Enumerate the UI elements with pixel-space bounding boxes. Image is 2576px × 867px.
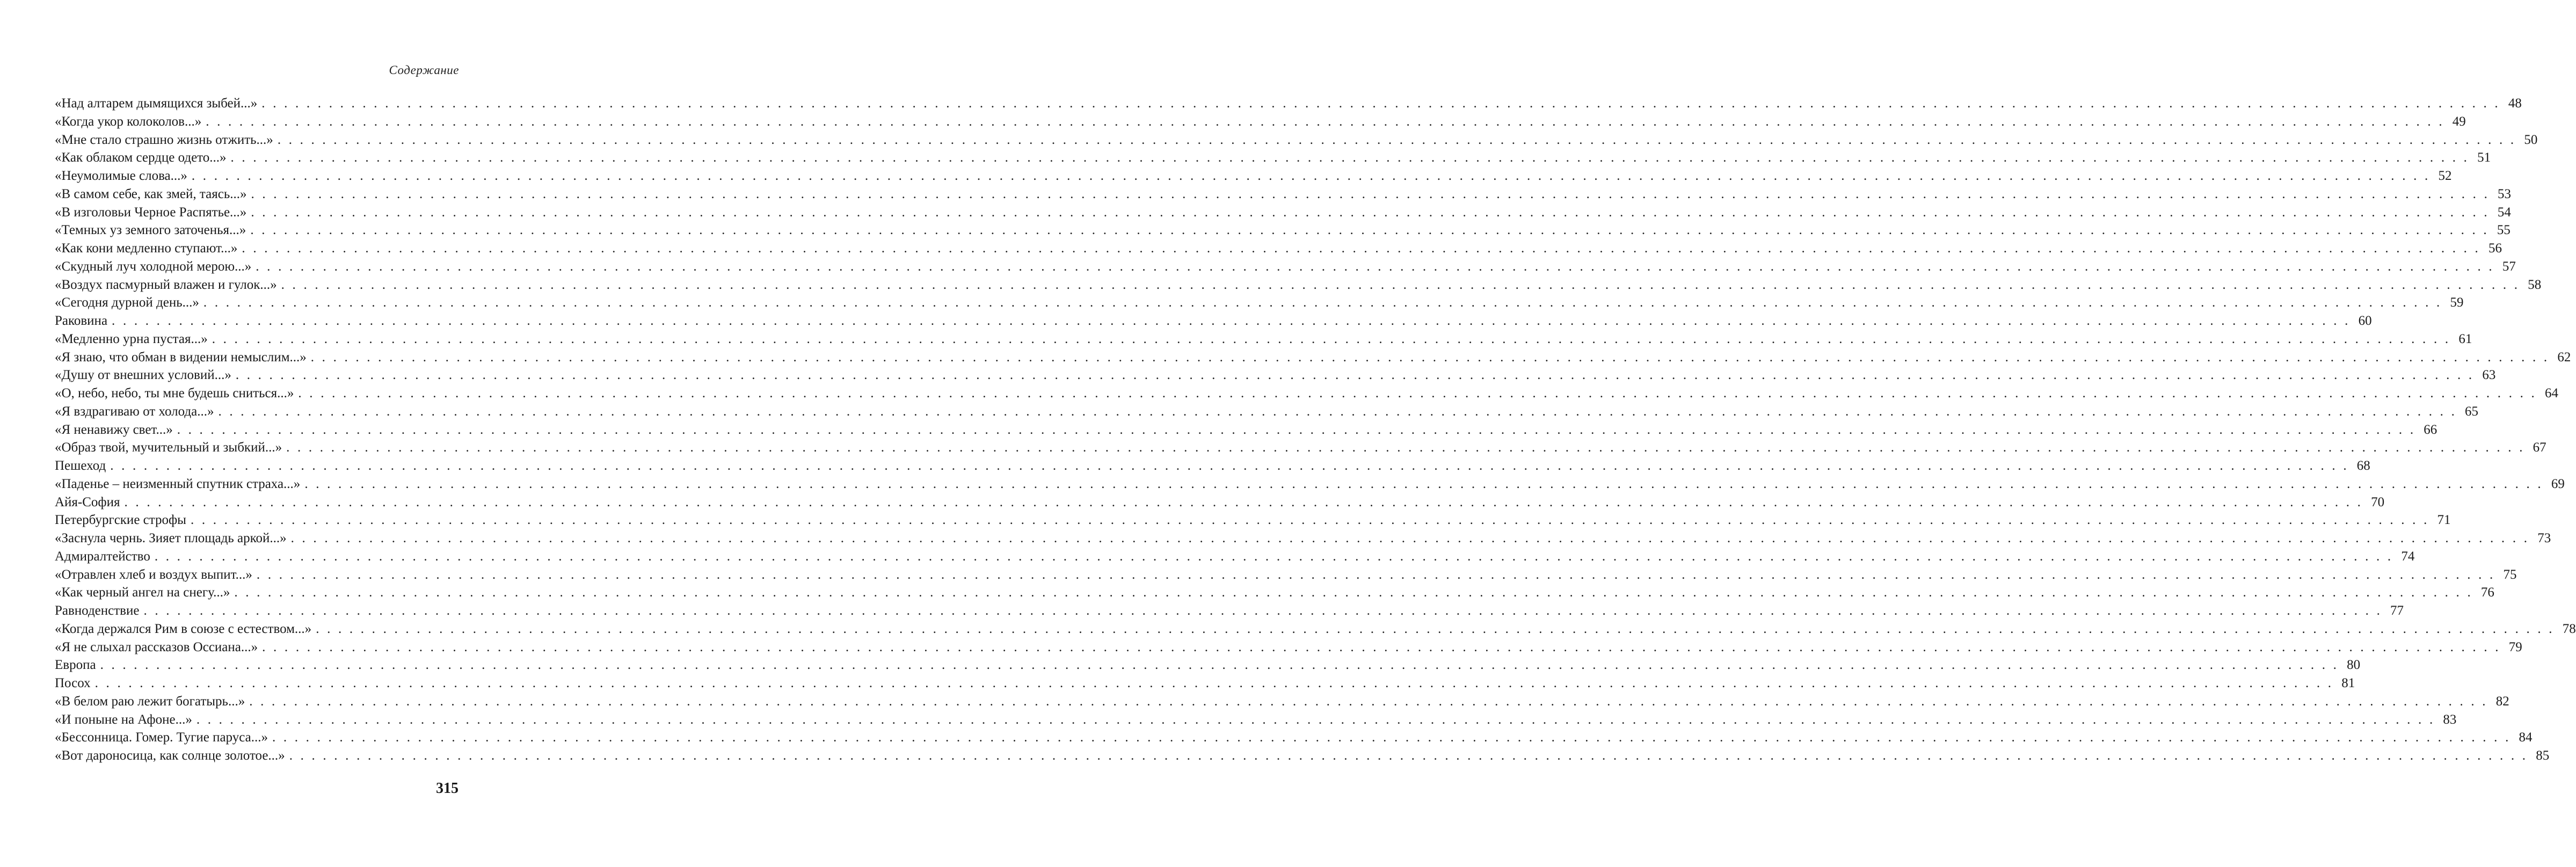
dot-leader: . . . . . . . . . . . . . . . . . . . . . . . . . . . . . . . . . . . . . . . . . . . . . . . . . . . . . . . . . . . . . . . . . . . . . . . . . . . . . . . . . . . . . . . . . . . . . . . . . . . . . . . . . . . . . . . . . . . . . . . . . . . . . . . . . . . . . . . . . . . . . . . . . . . . . . . . . . . . . . . . . . . . . . . . . . . . . . . . . . . . . . . . . . . . . . . . . . . . . . . . [251, 186, 2490, 201]
toc-entry-title: «Когда держался Рим в союзе с естеством...» [55, 621, 312, 636]
toc-entry-title: Посох [55, 676, 91, 690]
dot-leader: . . . . . . . . . . . . . . . . . . . . . . . . . . . . . . . . . . . . . . . . . . . . . . . . . . . . . . . . . . . . . . . . . . . . . . . . . . . . . . . . . . . . . . . . . . . . . . . . . . . . . . . . . . . . . . . . . . . . . . . . . . . . . . . . . . . . . . . . . . . . . . . . . . . . . . . . . . . . . . . . . . . . . . . . . . . . . . . . . . . . . . . . . . . . . . . . . . . . . . . . [272, 730, 2511, 745]
toc-entry [55, 602, 2404, 620]
dot-leader: . . . . . . . . . . . . . . . . . . . . . . . . . . . . . . . . . . . . . . . . . . . . . . . . . . . . . . . . . . . . . . . . . . . . . . . . . . . . . . . . . . . . . . . . . . . . . . . . . . . . . . . . . . . . . . . . . . . . . . . . . . . . . . . . . . . . . . . . . . . . . . . . . . . . . . . . . . . . . . . . . . . . . . . . . . . . . . . . . . . . . . . . . . . . . . . . . . . . . . . . [124, 494, 2363, 509]
toc-entry [55, 511, 2451, 529]
dot-leader: . . . . . . . . . . . . . . . . . . . . . . . . . . . . . . . . . . . . . . . . . . . . . . . . . . . . . . . . . . . . . . . . . . . . . . . . . . . . . . . . . . . . . . . . . . . . . . . . . . . . . . . . . . . . . . . . . . . . . . . . . . . . . . . . . . . . . . . . . . . . . . . . . . . . . . . . . . . . . . . . . . . . . . . . . . . . . . . . . . . . . . . . . . . . . . . . . . . . . . . . [234, 585, 2473, 600]
toc-entry-title: «Когда укор колоколов...» [55, 114, 202, 129]
dot-leader: . . . . . . . . . . . . . . . . . . . . . . . . . . . . . . . . . . . . . . . . . . . . . . . . . . . . . . . . . . . . . . . . . . . . . . . . . . . . . . . . . . . . . . . . . . . . . . . . . . . . . . . . . . . . . . . . . . . . . . . . . . . . . . . . . . . . . . . . . . . . . . . . . . . . . . . . . . . . . . . . . . . . . . . . . . . . . . . . . . . . . . . . . . . . . . . . . . . . . . . . [177, 422, 2416, 437]
dot-leader: . . . . . . . . . . . . . . . . . . . . . . . . . . . . . . . . . . . . . . . . . . . . . . . . . . . . . . . . . . . . . . . . . . . . . . . . . . . . . . . . . . . . . . . . . . . . . . . . . . . . . . . . . . . . . . . . . . . . . . . . . . . . . . . . . . . . . . . . . . . . . . . . . . . . . . . . . . . . . . . . . . . . . . . . . . . . . . . . . . . . . . . . . . . . . . . . . . . . . . . . [196, 712, 2435, 727]
toc-entry-page: 52 [2438, 169, 2452, 183]
toc-entry [55, 439, 2546, 457]
toc-entry [55, 421, 2437, 439]
dot-leader: . . . . . . . . . . . . . . . . . . . . . . . . . . . . . . . . . . . . . . . . . . . . . . . . . . . . . . . . . . . . . . . . . . . . . . . . . . . . . . . . . . . . . . . . . . . . . . . . . . . . . . . . . . . . . . . . . . . . . . . . . . . . . . . . . . . . . . . . . . . . . . . . . . . . . . . . . . . . . . . . . . . . . . . . . . . . . . . . . . . . . . . . . . . . . . . . . . . . . . . . [286, 440, 2525, 455]
toc-entry-page: 64 [2544, 386, 2558, 400]
toc-entry-page: 61 [2458, 331, 2472, 346]
toc-entry-page: 71 [2437, 513, 2451, 528]
dot-leader: . . . . . . . . . . . . . . . . . . . . . . . . . . . . . . . . . . . . . . . . . . . . . . . . . . . . . . . . . . . . . . . . . . . . . . . . . . . . . . . . . . . . . . . . . . . . . . . . . . . . . . . . . . . . . . . . . . . . . . . . . . . . . . . . . . . . . . . . . . . . . . . . . . . . . . . . . . . . . . . . . . . . . . . . . . . . . . . . . . . . . . . . . . . . . . . . . . . . . . . . [250, 223, 2489, 238]
toc-entry-page: 53 [2498, 186, 2512, 201]
toc-entry [55, 149, 2491, 167]
dot-leader: . . . . . . . . . . . . . . . . . . . . . . . . . . . . . . . . . . . . . . . . . . . . . . . . . . . . . . . . . . . . . . . . . . . . . . . . . . . . . . . . . . . . . . . . . . . . . . . . . . . . . . . . . . . . . . . . . . . . . . . . . . . . . . . . . . . . . . . . . . . . . . . . . . . . . . . . . . . . . . . . . . . . . . . . . . . . . . . . . . . . . . . . . . . . . . . . . . . . . . . . [143, 603, 2383, 618]
toc-entry [55, 674, 2355, 693]
toc-entry-title: «Я не слыхал рассказов Оссиана...» [55, 639, 258, 654]
dot-leader: . . . . . . . . . . . . . . . . . . . . . . . . . . . . . . . . . . . . . . . . . . . . . . . . . . . . . . . . . . . . . . . . . . . . . . . . . . . . . . . . . . . . . . . . . . . . . . . . . . . . . . . . . . . . . . . . . . . . . . . . . . . . . . . . . . . . . . . . . . . . . . . . . . . . . . . . . . . . . . . . . . . . . . . . . . . . . . . . . . . . . . . . . . . . . . . . . . . . . . . . [242, 241, 2480, 256]
toc-entry-page: 57 [2502, 259, 2516, 274]
toc-entry-page: 84 [2519, 730, 2533, 745]
toc-entry [55, 239, 2502, 258]
toc-entry-page: 58 [2528, 277, 2542, 292]
dot-leader: . . . . . . . . . . . . . . . . . . . . . . . . . . . . . . . . . . . . . . . . . . . . . . . . . . . . . . . . . . . . . . . . . . . . . . . . . . . . . . . . . . . . . . . . . . . . . . . . . . . . . . . . . . . . . . . . . . . . . . . . . . . . . . . . . . . . . . . . . . . . . . . . . . . . . . . . . . . . . . . . . . . . . . . . . . . . . . . . . . . . . . . . . . . . . . . . . . . . . . . . [316, 621, 2555, 636]
running-head: Содержание [389, 63, 459, 77]
toc-entry-title: «Сегодня дурной день...» [55, 295, 199, 310]
page-number: 315 [436, 780, 459, 797]
toc-entry-page: 51 [2477, 150, 2491, 165]
toc-entry [55, 638, 2522, 657]
toc-entry-page: 81 [2341, 676, 2355, 690]
toc-entry [55, 693, 2509, 711]
toc-entry-page: 80 [2347, 658, 2361, 673]
toc-entry [55, 312, 2372, 330]
dot-leader: . . . . . . . . . . . . . . . . . . . . . . . . . . . . . . . . . . . . . . . . . . . . . . . . . . . . . . . . . . . . . . . . . . . . . . . . . . . . . . . . . . . . . . . . . . . . . . . . . . . . . . . . . . . . . . . . . . . . . . . . . . . . . . . . . . . . . . . . . . . . . . . . . . . . . . . . . . . . . . . . . . . . . . . . . . . . . . . . . . . . . . . . . . . . . . . . . . . . . . . . [256, 259, 2494, 274]
toc-entry [55, 94, 2522, 113]
toc-entry [55, 620, 2576, 638]
toc-entry-title: «Заснула чернь. Зияет площадь аркой...» [55, 531, 287, 545]
toc-entry-title: «Медленно урна пустая...» [55, 331, 208, 346]
dot-leader: . . . . . . . . . . . . . . . . . . . . . . . . . . . . . . . . . . . . . . . . . . . . . . . . . . . . . . . . . . . . . . . . . . . . . . . . . . . . . . . . . . . . . . . . . . . . . . . . . . . . . . . . . . . . . . . . . . . . . . . . . . . . . . . . . . . . . . . . . . . . . . . . . . . . . . . . . . . . . . . . . . . . . . . . . . . . . . . . . . . . . . . . . . . . . . . . . . . . . . . . [281, 277, 2520, 292]
dot-leader: . . . . . . . . . . . . . . . . . . . . . . . . . . . . . . . . . . . . . . . . . . . . . . . . . . . . . . . . . . . . . . . . . . . . . . . . . . . . . . . . . . . . . . . . . . . . . . . . . . . . . . . . . . . . . . . . . . . . . . . . . . . . . . . . . . . . . . . . . . . . . . . . . . . . . . . . . . . . . . . . . . . . . . . . . . . . . . . . . . . . . . . . . . . . . . . . . . . . . . . . [251, 205, 2490, 220]
toc-entry-title: «Скудный луч холодной мерою...» [55, 259, 252, 274]
toc-entry-page: 82 [2495, 694, 2509, 709]
toc-entry-page: 59 [2450, 295, 2464, 310]
table-of-contents [55, 94, 2576, 765]
toc-entry-page: 48 [2508, 96, 2522, 111]
toc-entry-title: «Душу от внешних условий...» [55, 368, 231, 383]
toc-entry-page: 75 [2503, 567, 2517, 582]
toc-entry-page: 62 [2557, 349, 2571, 365]
toc-entry-title: «Отравлен хлеб и воздух выпит...» [55, 567, 252, 582]
toc-entry-page: 63 [2482, 368, 2496, 383]
dot-leader: . . . . . . . . . . . . . . . . . . . . . . . . . . . . . . . . . . . . . . . . . . . . . . . . . . . . . . . . . . . . . . . . . . . . . . . . . . . . . . . . . . . . . . . . . . . . . . . . . . . . . . . . . . . . . . . . . . . . . . . . . . . . . . . . . . . . . . . . . . . . . . . . . . . . . . . . . . . . . . . . . . . . . . . . . . . . . . . . . . . . . . . . . . . . . . . . . . . . . . . . [249, 694, 2488, 709]
toc-entry-title: Равноденствие [55, 603, 140, 618]
dot-leader: . . . . . . . . . . . . . . . . . . . . . . . . . . . . . . . . . . . . . . . . . . . . . . . . . . . . . . . . . . . . . . . . . . . . . . . . . . . . . . . . . . . . . . . . . . . . . . . . . . . . . . . . . . . . . . . . . . . . . . . . . . . . . . . . . . . . . . . . . . . . . . . . . . . . . . . . . . . . . . . . . . . . . . . . . . . . . . . . . . . . . . . . . . . . . . . . . . . . . . . . [262, 639, 2501, 654]
toc-entry-page: 68 [2356, 458, 2370, 473]
toc-entry [55, 566, 2517, 584]
toc-entry [55, 330, 2472, 348]
toc-entry [55, 348, 2571, 367]
toc-entry-title: Айя-София [55, 494, 120, 509]
toc-entry-page: 85 [2536, 748, 2550, 763]
dot-leader: . . . . . . . . . . . . . . . . . . . . . . . . . . . . . . . . . . . . . . . . . . . . . . . . . . . . . . . . . . . . . . . . . . . . . . . . . . . . . . . . . . . . . . . . . . . . . . . . . . . . . . . . . . . . . . . . . . . . . . . . . . . . . . . . . . . . . . . . . . . . . . . . . . . . . . . . . . . . . . . . . . . . . . . . . . . . . . . . . . . . . . . . . . . . . . . . . . . . . . . . [304, 476, 2543, 491]
toc-entry-title: «Паденье – неизменный спутник страха...» [55, 476, 301, 491]
toc-entry [55, 384, 2558, 403]
toc-entry [55, 475, 2565, 493]
toc-entry [55, 203, 2511, 222]
dot-leader: . . . . . . . . . . . . . . . . . . . . . . . . . . . . . . . . . . . . . . . . . . . . . . . . . . . . . . . . . . . . . . . . . . . . . . . . . . . . . . . . . . . . . . . . . . . . . . . . . . . . . . . . . . . . . . . . . . . . . . . . . . . . . . . . . . . . . . . . . . . . . . . . . . . . . . . . . . . . . . . . . . . . . . . . . . . . . . . . . . . . . . . . . . . . . . . . . . . . . . . . [298, 386, 2537, 400]
toc-entry-title: «Как черный ангел на снегу...» [55, 585, 230, 600]
toc-entry-title: Пешеход [55, 458, 106, 473]
dot-leader: . . . . . . . . . . . . . . . . . . . . . . . . . . . . . . . . . . . . . . . . . . . . . . . . . . . . . . . . . . . . . . . . . . . . . . . . . . . . . . . . . . . . . . . . . . . . . . . . . . . . . . . . . . . . . . . . . . . . . . . . . . . . . . . . . . . . . . . . . . . . . . . . . . . . . . . . . . . . . . . . . . . . . . . . . . . . . . . . . . . . . . . . . . . . . . . . . . . . . . . . [235, 368, 2475, 383]
toc-entry [55, 167, 2452, 185]
toc-entry-title: «О, небо, небо, ты мне будешь сниться...» [55, 386, 294, 400]
dot-leader: . . . . . . . . . . . . . . . . . . . . . . . . . . . . . . . . . . . . . . . . . . . . . . . . . . . . . . . . . . . . . . . . . . . . . . . . . . . . . . . . . . . . . . . . . . . . . . . . . . . . . . . . . . . . . . . . . . . . . . . . . . . . . . . . . . . . . . . . . . . . . . . . . . . . . . . . . . . . . . . . . . . . . . . . . . . . . . . . . . . . . . . . . . . . . . . . . . . . . . . . [94, 676, 2334, 690]
toc-entry-title: Европа [55, 658, 96, 673]
toc-entry-page: 83 [2443, 712, 2457, 727]
toc-entry [55, 258, 2516, 276]
toc-entry [55, 403, 2479, 421]
toc-entry [55, 747, 2550, 765]
toc-entry-title: «Неумолимые слова...» [55, 169, 187, 183]
dot-leader: . . . . . . . . . . . . . . . . . . . . . . . . . . . . . . . . . . . . . . . . . . . . . . . . . . . . . . . . . . . . . . . . . . . . . . . . . . . . . . . . . . . . . . . . . . . . . . . . . . . . . . . . . . . . . . . . . . . . . . . . . . . . . . . . . . . . . . . . . . . . . . . . . . . . . . . . . . . . . . . . . . . . . . . . . . . . . . . . . . . . . . . . . . . . . . . . . . . . . . . . [110, 458, 2349, 473]
toc-entry-title: «Воздух пасмурный влажен и гулок...» [55, 277, 277, 292]
toc-entry-page: 50 [2524, 132, 2538, 147]
dot-leader: . . . . . . . . . . . . . . . . . . . . . . . . . . . . . . . . . . . . . . . . . . . . . . . . . . . . . . . . . . . . . . . . . . . . . . . . . . . . . . . . . . . . . . . . . . . . . . . . . . . . . . . . . . . . . . . . . . . . . . . . . . . . . . . . . . . . . . . . . . . . . . . . . . . . . . . . . . . . . . . . . . . . . . . . . . . . . . . . . . . . . . . . . . . . . . . . . . . . . . . . [290, 531, 2530, 545]
toc-entry-page: 74 [2401, 549, 2415, 564]
toc-entry [55, 185, 2512, 203]
toc-entry-page: 70 [2371, 494, 2385, 509]
toc-entry-title: «Темных уз земного заточенья...» [55, 223, 246, 238]
toc-entry-page: 73 [2537, 531, 2551, 545]
dot-leader: . . . . . . . . . . . . . . . . . . . . . . . . . . . . . . . . . . . . . . . . . . . . . . . . . . . . . . . . . . . . . . . . . . . . . . . . . . . . . . . . . . . . . . . . . . . . . . . . . . . . . . . . . . . . . . . . . . . . . . . . . . . . . . . . . . . . . . . . . . . . . . . . . . . . . . . . . . . . . . . . . . . . . . . . . . . . . . . . . . . . . . . . . . . . . . . . . . . . . . . . [277, 132, 2516, 147]
dot-leader: . . . . . . . . . . . . . . . . . . . . . . . . . . . . . . . . . . . . . . . . . . . . . . . . . . . . . . . . . . . . . . . . . . . . . . . . . . . . . . . . . . . . . . . . . . . . . . . . . . . . . . . . . . . . . . . . . . . . . . . . . . . . . . . . . . . . . . . . . . . . . . . . . . . . . . . . . . . . . . . . . . . . . . . . . . . . . . . . . . . . . . . . . . . . . . . . . . . . . . . . [203, 295, 2442, 310]
toc-entry-title: «В белом раю лежит богатырь...» [55, 694, 245, 709]
dot-leader: . . . . . . . . . . . . . . . . . . . . . . . . . . . . . . . . . . . . . . . . . . . . . . . . . . . . . . . . . . . . . . . . . . . . . . . . . . . . . . . . . . . . . . . . . . . . . . . . . . . . . . . . . . . . . . . . . . . . . . . . . . . . . . . . . . . . . . . . . . . . . . . . . . . . . . . . . . . . . . . . . . . . . . . . . . . . . . . . . . . . . . . . . . . . . . . . . . . . . . . . [206, 114, 2444, 129]
toc-entry-page: 76 [2480, 585, 2494, 600]
toc-entry-title: «Мне стало страшно жизнь отжить...» [55, 132, 273, 147]
toc-entry-page: 69 [2551, 476, 2565, 491]
toc-entry [55, 656, 2361, 674]
dot-leader: . . . . . . . . . . . . . . . . . . . . . . . . . . . . . . . . . . . . . . . . . . . . . . . . . . . . . . . . . . . . . . . . . . . . . . . . . . . . . . . . . . . . . . . . . . . . . . . . . . . . . . . . . . . . . . . . . . . . . . . . . . . . . . . . . . . . . . . . . . . . . . . . . . . . . . . . . . . . . . . . . . . . . . . . . . . . . . . . . . . . . . . . . . . . . . . . . . . . . . . . [191, 169, 2431, 183]
toc-entry-title: «Бессонница. Гомер. Тугие паруса...» [55, 730, 268, 745]
dot-leader: . . . . . . . . . . . . . . . . . . . . . . . . . . . . . . . . . . . . . . . . . . . . . . . . . . . . . . . . . . . . . . . . . . . . . . . . . . . . . . . . . . . . . . . . . . . . . . . . . . . . . . . . . . . . . . . . . . . . . . . . . . . . . . . . . . . . . . . . . . . . . . . . . . . . . . . . . . . . . . . . . . . . . . . . . . . . . . . . . . . . . . . . . . . . . . . . . . . . . . . . [256, 567, 2495, 582]
dot-leader: . . . . . . . . . . . . . . . . . . . . . . . . . . . . . . . . . . . . . . . . . . . . . . . . . . . . . . . . . . . . . . . . . . . . . . . . . . . . . . . . . . . . . . . . . . . . . . . . . . . . . . . . . . . . . . . . . . . . . . . . . . . . . . . . . . . . . . . . . . . . . . . . . . . . . . . . . . . . . . . . . . . . . . . . . . . . . . . . . . . . . . . . . . . . . . . . . . . . . . . . [154, 549, 2393, 564]
toc-entry-title: «Вот дароносица, как солнце золотое...» [55, 748, 285, 763]
toc-entry-page: 77 [2390, 603, 2404, 618]
toc-entry-page: 67 [2533, 440, 2546, 455]
dot-leader: . . . . . . . . . . . . . . . . . . . . . . . . . . . . . . . . . . . . . . . . . . . . . . . . . . . . . . . . . . . . . . . . . . . . . . . . . . . . . . . . . . . . . . . . . . . . . . . . . . . . . . . . . . . . . . . . . . . . . . . . . . . . . . . . . . . . . . . . . . . . . . . . . . . . . . . . . . . . . . . . . . . . . . . . . . . . . . . . . . . . . . . . . . . . . . . . . . . . . . . . [190, 513, 2429, 528]
toc-entry-title: «Как облаком сердце одето...» [55, 150, 227, 165]
toc-entry-title: Адмиралтейство [55, 549, 150, 564]
dot-leader: . . . . . . . . . . . . . . . . . . . . . . . . . . . . . . . . . . . . . . . . . . . . . . . . . . . . . . . . . . . . . . . . . . . . . . . . . . . . . . . . . . . . . . . . . . . . . . . . . . . . . . . . . . . . . . . . . . . . . . . . . . . . . . . . . . . . . . . . . . . . . . . . . . . . . . . . . . . . . . . . . . . . . . . . . . . . . . . . . . . . . . . . . . . . . . . . . . . . . . . . [112, 314, 2351, 328]
toc-entry-title: «Я ненавижу свет...» [55, 422, 173, 437]
toc-entry-page: 56 [2488, 241, 2502, 256]
toc-entry-page: 78 [2562, 621, 2576, 636]
dot-leader: . . . . . . . . . . . . . . . . . . . . . . . . . . . . . . . . . . . . . . . . . . . . . . . . . . . . . . . . . . . . . . . . . . . . . . . . . . . . . . . . . . . . . . . . . . . . . . . . . . . . . . . . . . . . . . . . . . . . . . . . . . . . . . . . . . . . . . . . . . . . . . . . . . . . . . . . . . . . . . . . . . . . . . . . . . . . . . . . . . . . . . . . . . . . . . . . . . . . . . . . [261, 96, 2500, 111]
toc-entry [55, 529, 2551, 548]
toc-entry-title: Петербургские строфы [55, 513, 186, 528]
toc-entry-page: 55 [2497, 223, 2510, 238]
toc-entry-page: 65 [2465, 404, 2479, 419]
toc-entry-title: «И поныне на Афоне...» [55, 712, 192, 727]
toc-entry-title: «Я знаю, что обман в видении немыслим...» [55, 349, 307, 365]
toc-entry [55, 728, 2533, 747]
toc-entry [55, 584, 2494, 602]
toc-entry [55, 366, 2496, 384]
toc-entry-page: 54 [2497, 205, 2511, 220]
toc-entry [55, 221, 2510, 239]
toc-entry [55, 294, 2464, 312]
toc-entry [55, 493, 2385, 512]
toc-entry-title: «В самом себе, как змей, таясь...» [55, 186, 247, 201]
dot-leader: . . . . . . . . . . . . . . . . . . . . . . . . . . . . . . . . . . . . . . . . . . . . . . . . . . . . . . . . . . . . . . . . . . . . . . . . . . . . . . . . . . . . . . . . . . . . . . . . . . . . . . . . . . . . . . . . . . . . . . . . . . . . . . . . . . . . . . . . . . . . . . . . . . . . . . . . . . . . . . . . . . . . . . . . . . . . . . . . . . . . . . . . . . . . . . . . . . . . . . . . [212, 331, 2451, 346]
toc-entry [55, 457, 2370, 475]
toc-entry-title: «Над алтарем дымящихся зыбей...» [55, 96, 258, 111]
toc-entry-title: «Я вздрагиваю от холода...» [55, 404, 214, 419]
toc-entry-page: 79 [2508, 639, 2522, 654]
toc-entry [55, 548, 2415, 566]
dot-leader: . . . . . . . . . . . . . . . . . . . . . . . . . . . . . . . . . . . . . . . . . . . . . . . . . . . . . . . . . . . . . . . . . . . . . . . . . . . . . . . . . . . . . . . . . . . . . . . . . . . . . . . . . . . . . . . . . . . . . . . . . . . . . . . . . . . . . . . . . . . . . . . . . . . . . . . . . . . . . . . . . . . . . . . . . . . . . . . . . . . . . . . . . . . . . . . . . . . . . . . . [230, 150, 2470, 165]
toc-entry [55, 276, 2542, 294]
toc-entry-page: 49 [2452, 114, 2466, 129]
dot-leader: . . . . . . . . . . . . . . . . . . . . . . . . . . . . . . . . . . . . . . . . . . . . . . . . . . . . . . . . . . . . . . . . . . . . . . . . . . . . . . . . . . . . . . . . . . . . . . . . . . . . . . . . . . . . . . . . . . . . . . . . . . . . . . . . . . . . . . . . . . . . . . . . . . . . . . . . . . . . . . . . . . . . . . . . . . . . . . . . . . . . . . . . . . . . . . . . . . . . . . . . [289, 748, 2528, 763]
toc-entry-title: «Образ твой, мучительный и зыбкий...» [55, 440, 282, 455]
toc-entry [55, 131, 2538, 149]
toc-entry [55, 113, 2466, 131]
toc-entry-page: 66 [2424, 422, 2437, 437]
dot-leader: . . . . . . . . . . . . . . . . . . . . . . . . . . . . . . . . . . . . . . . . . . . . . . . . . . . . . . . . . . . . . . . . . . . . . . . . . . . . . . . . . . . . . . . . . . . . . . . . . . . . . . . . . . . . . . . . . . . . . . . . . . . . . . . . . . . . . . . . . . . . . . . . . . . . . . . . . . . . . . . . . . . . . . . . . . . . . . . . . . . . . . . . . . . . . . . . . . . . . . . . [218, 404, 2457, 419]
dot-leader: . . . . . . . . . . . . . . . . . . . . . . . . . . . . . . . . . . . . . . . . . . . . . . . . . . . . . . . . . . . . . . . . . . . . . . . . . . . . . . . . . . . . . . . . . . . . . . . . . . . . . . . . . . . . . . . . . . . . . . . . . . . . . . . . . . . . . . . . . . . . . . . . . . . . . . . . . . . . . . . . . . . . . . . . . . . . . . . . . . . . . . . . . . . . . . . . . . . . . . . . [310, 349, 2550, 365]
toc-entry-page: 60 [2358, 314, 2372, 328]
toc-entry-title: «В изголовьи Черное Распятье...» [55, 205, 247, 220]
dot-leader: . . . . . . . . . . . . . . . . . . . . . . . . . . . . . . . . . . . . . . . . . . . . . . . . . . . . . . . . . . . . . . . . . . . . . . . . . . . . . . . . . . . . . . . . . . . . . . . . . . . . . . . . . . . . . . . . . . . . . . . . . . . . . . . . . . . . . . . . . . . . . . . . . . . . . . . . . . . . . . . . . . . . . . . . . . . . . . . . . . . . . . . . . . . . . . . . . . . . . . . . [100, 658, 2339, 673]
toc-entry-title: Раковина [55, 314, 108, 328]
toc-entry-title: «Как кони медленно ступают...» [55, 241, 238, 256]
toc-entry [55, 711, 2457, 729]
